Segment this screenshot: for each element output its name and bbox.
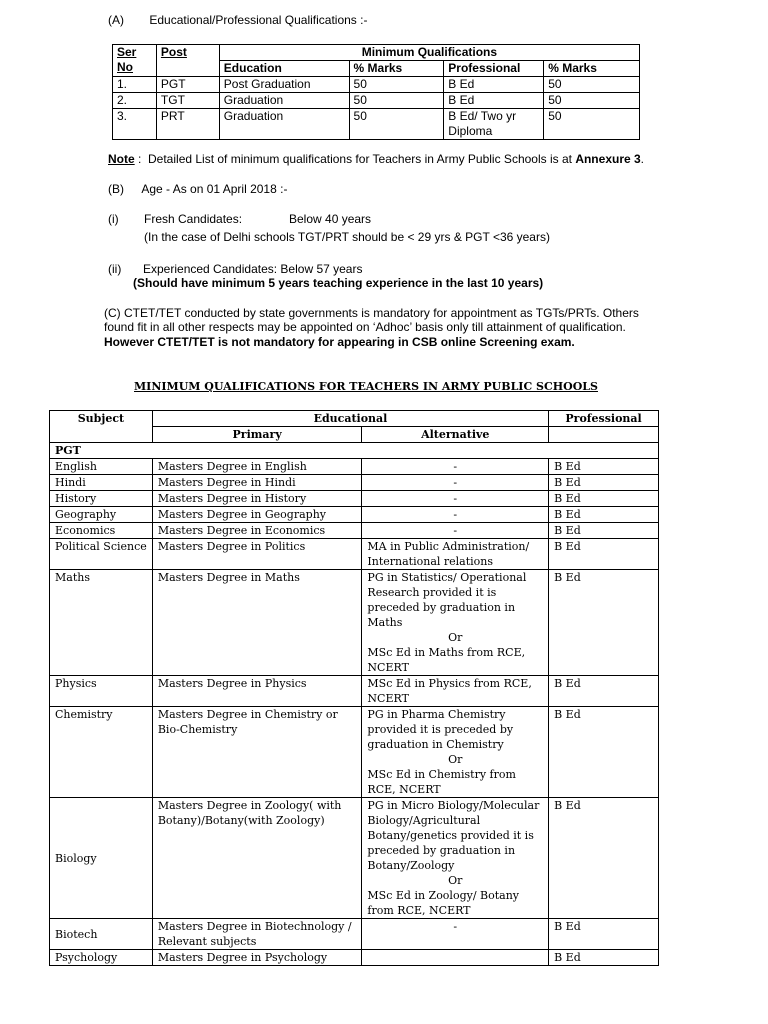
section-b-heading: [108, 182, 287, 196]
professional-cell: B Ed: [549, 798, 659, 919]
marks2-cell: 50: [544, 77, 640, 93]
education-cell: Graduation: [219, 109, 349, 140]
table-row: [50, 950, 659, 966]
table-row: [50, 475, 659, 491]
post-cell: PGT: [156, 77, 219, 93]
alternative-cell: [362, 798, 549, 919]
primary-cell: Masters Degree in History: [152, 491, 362, 507]
fresh-title: Fresh Candidates:: [144, 212, 243, 226]
table-row: [50, 539, 659, 570]
professional-header: Professional: [444, 61, 544, 77]
alternative-cell: [362, 507, 549, 523]
table-row: [50, 707, 659, 798]
section-a-heading: [108, 13, 367, 27]
education-cell: Post Graduation: [219, 77, 349, 93]
professional-header: Professional: [549, 411, 659, 427]
ser-no-header: Ser No: [113, 45, 157, 77]
education-header: Education: [219, 61, 349, 77]
alternative-cell: [362, 475, 549, 491]
primary-cell: Masters Degree in Geography: [152, 507, 362, 523]
ser-cell: 2.: [113, 93, 157, 109]
dash-placeholder: -: [453, 492, 458, 505]
alternative-cell: [362, 676, 549, 707]
alternative-cell: [362, 523, 549, 539]
alternative-cell: [362, 491, 549, 507]
qualifications-table: [112, 44, 640, 140]
fresh-label: (i): [108, 212, 119, 226]
min-qual-header: Minimum Qualifications: [219, 45, 639, 61]
professional-cell: B Ed: [549, 539, 659, 570]
table-row: [113, 93, 640, 109]
table-row: [113, 109, 640, 140]
alternative-text: MSc Ed in Chemistry from RCE, NCERT: [367, 768, 516, 796]
table-row: [50, 523, 659, 539]
ser-cell: 3.: [113, 109, 157, 140]
primary-cell: Masters Degree in Biotechnology / Relevant subjects: [152, 919, 362, 950]
subject-cell: Biology: [50, 798, 153, 919]
dash-placeholder: -: [453, 508, 458, 521]
section-c-line1: (C) CTET/TET conducted by state governments is mandatory for appointment as TGTs/PRTs. Others: [104, 306, 639, 320]
section-c-line3: However CTET/TET is not mandatory for appearing in CSB online Screening exam.: [104, 335, 575, 349]
marks-cell: 50: [349, 93, 444, 109]
marks2-header: % Marks: [544, 61, 640, 77]
marks2-cell: 50: [544, 93, 640, 109]
section-a-text: Educational/Professional Qualifications :-: [149, 13, 368, 27]
marks-cell: 50: [349, 77, 444, 93]
note-end: .: [640, 152, 645, 166]
dash-placeholder: -: [453, 476, 458, 489]
educational-header: Educational: [152, 411, 548, 427]
professional-cell: B Ed: [549, 950, 659, 966]
subject-cell: Psychology: [50, 950, 153, 966]
section-b-label: (B): [108, 182, 124, 196]
marks-header: % Marks: [349, 61, 444, 77]
table-row: [50, 491, 659, 507]
professional-cell: B Ed/ Two yr Diploma: [444, 109, 544, 140]
experienced-label: (ii): [108, 262, 122, 276]
professional-cell: B Ed: [549, 707, 659, 798]
section-b-text: Age - As on 01 April 2018 :-: [141, 182, 288, 196]
note-text: : Detailed List of minimum qualifications for Teachers in Army Public Schools is at: [134, 152, 576, 166]
subject-cell: Economics: [50, 523, 153, 539]
primary-cell: Masters Degree in Economics: [152, 523, 362, 539]
annexure-ref: Annexure 3: [575, 152, 641, 166]
primary-cell: Masters Degree in Politics: [152, 539, 362, 570]
professional-cell: B Ed: [549, 491, 659, 507]
professional-cell: B Ed: [549, 676, 659, 707]
fresh-candidates: [108, 212, 372, 226]
subject-cell: Maths: [50, 570, 153, 676]
table-row: [50, 798, 659, 919]
alternative-text: MSc Ed in Physics from RCE, NCERT: [367, 677, 532, 705]
alternative-cell: [362, 459, 549, 475]
table-row: [50, 570, 659, 676]
fresh-value: Below 40 years: [289, 212, 372, 226]
primary-cell: Masters Degree in Chemistry or Bio-Chemistry: [152, 707, 362, 798]
professional-cell: B Ed: [549, 919, 659, 950]
alternative-cell: [362, 707, 549, 798]
subject-cell: Hindi: [50, 475, 153, 491]
table-row: [50, 676, 659, 707]
dash-placeholder: -: [453, 524, 458, 537]
alternative-cell: [362, 570, 549, 676]
alternative-cell: [362, 950, 549, 966]
fresh-sub: (In the case of Delhi schools TGT/PRT should be < 29 yrs & PGT <36 years): [144, 230, 550, 244]
primary-cell: Masters Degree in Maths: [152, 570, 362, 676]
alternative-text: PG in Micro Biology/Molecular Biology/Agricultural Botany/genetics provided it is preceded by graduation in Botany/Zoology: [367, 799, 540, 872]
note-paragraph: [108, 152, 644, 166]
professional-cell: B Ed: [549, 475, 659, 491]
alternative-cell: [362, 919, 549, 950]
subject-cell: Geography: [50, 507, 153, 523]
subject-cell: History: [50, 491, 153, 507]
table-row: [50, 507, 659, 523]
marks2-cell: 50: [544, 109, 640, 140]
post-cell: TGT: [156, 93, 219, 109]
professional-cell: B Ed: [549, 570, 659, 676]
subject-header: Subject: [50, 411, 153, 443]
primary-cell: Masters Degree in Hindi: [152, 475, 362, 491]
primary-cell: Masters Degree in Zoology( with Botany)/Botany(with Zoology): [152, 798, 362, 919]
professional-cell: B Ed: [444, 77, 544, 93]
or-separator: Or: [448, 631, 463, 644]
education-cell: Graduation: [219, 93, 349, 109]
table-row: [50, 919, 659, 950]
subject-cell: Physics: [50, 676, 153, 707]
professional-cell: B Ed: [444, 93, 544, 109]
group-row: [50, 443, 659, 459]
subject-cell: Chemistry: [50, 707, 153, 798]
alternative-text: PG in Statistics/ Operational Research provided it is preceded by graduation in Maths: [367, 571, 527, 629]
post-cell: PRT: [156, 109, 219, 140]
primary-header: Primary: [152, 427, 362, 443]
qual-header-row: [113, 45, 640, 61]
group-label: PGT: [50, 443, 659, 459]
subject-qualifications-table: [49, 410, 659, 966]
alternative-text: MSc Ed in Zoology/ Botany from RCE, NCERT: [367, 889, 520, 917]
or-separator: Or: [448, 753, 463, 766]
professional-cell: B Ed: [549, 459, 659, 475]
subject-cell: English: [50, 459, 153, 475]
alternative-text: MA in Public Administration/ International relations: [367, 540, 530, 568]
table-row: [113, 77, 640, 93]
subject-cell: Biotech: [50, 919, 153, 950]
section-a-label: (A): [108, 13, 124, 27]
professional-cell: B Ed: [549, 523, 659, 539]
experienced-title: Experienced Candidates: Below 57 years: [143, 262, 363, 276]
primary-cell: Masters Degree in English: [152, 459, 362, 475]
ser-cell: 1.: [113, 77, 157, 93]
dash-placeholder: -: [453, 460, 458, 473]
subject-header-row: [50, 411, 659, 427]
section-c-line2: found fit in all other respects may be appointed on ‘Adhoc’ basis only till attainment of qualification.: [104, 320, 626, 334]
post-header: Post: [156, 45, 219, 77]
table-row: [50, 459, 659, 475]
note-label: Note: [108, 152, 135, 166]
professional-cell: B Ed: [549, 507, 659, 523]
marks-cell: 50: [349, 109, 444, 140]
alternative-text: PG in Pharma Chemistry provided it is preceded by graduation in Chemistry: [367, 708, 514, 751]
alternative-cell: [362, 539, 549, 570]
primary-cell: Masters Degree in Psychology: [152, 950, 362, 966]
annexure-title: MINIMUM QUALIFICATIONS FOR TEACHERS IN ARMY PUBLIC SCHOOLS: [134, 380, 598, 393]
primary-cell: Masters Degree in Physics: [152, 676, 362, 707]
dash-placeholder: -: [453, 920, 458, 933]
experienced-sub: (Should have minimum 5 years teaching experience in the last 10 years): [133, 276, 544, 290]
alternative-header: Alternative: [362, 427, 549, 443]
or-separator: Or: [448, 874, 463, 887]
experienced-candidates: [108, 262, 363, 276]
alternative-text: MSc Ed in Maths from RCE, NCERT: [367, 646, 526, 674]
subject-cell: Political Science: [50, 539, 153, 570]
empty-header-cell: [549, 427, 659, 443]
